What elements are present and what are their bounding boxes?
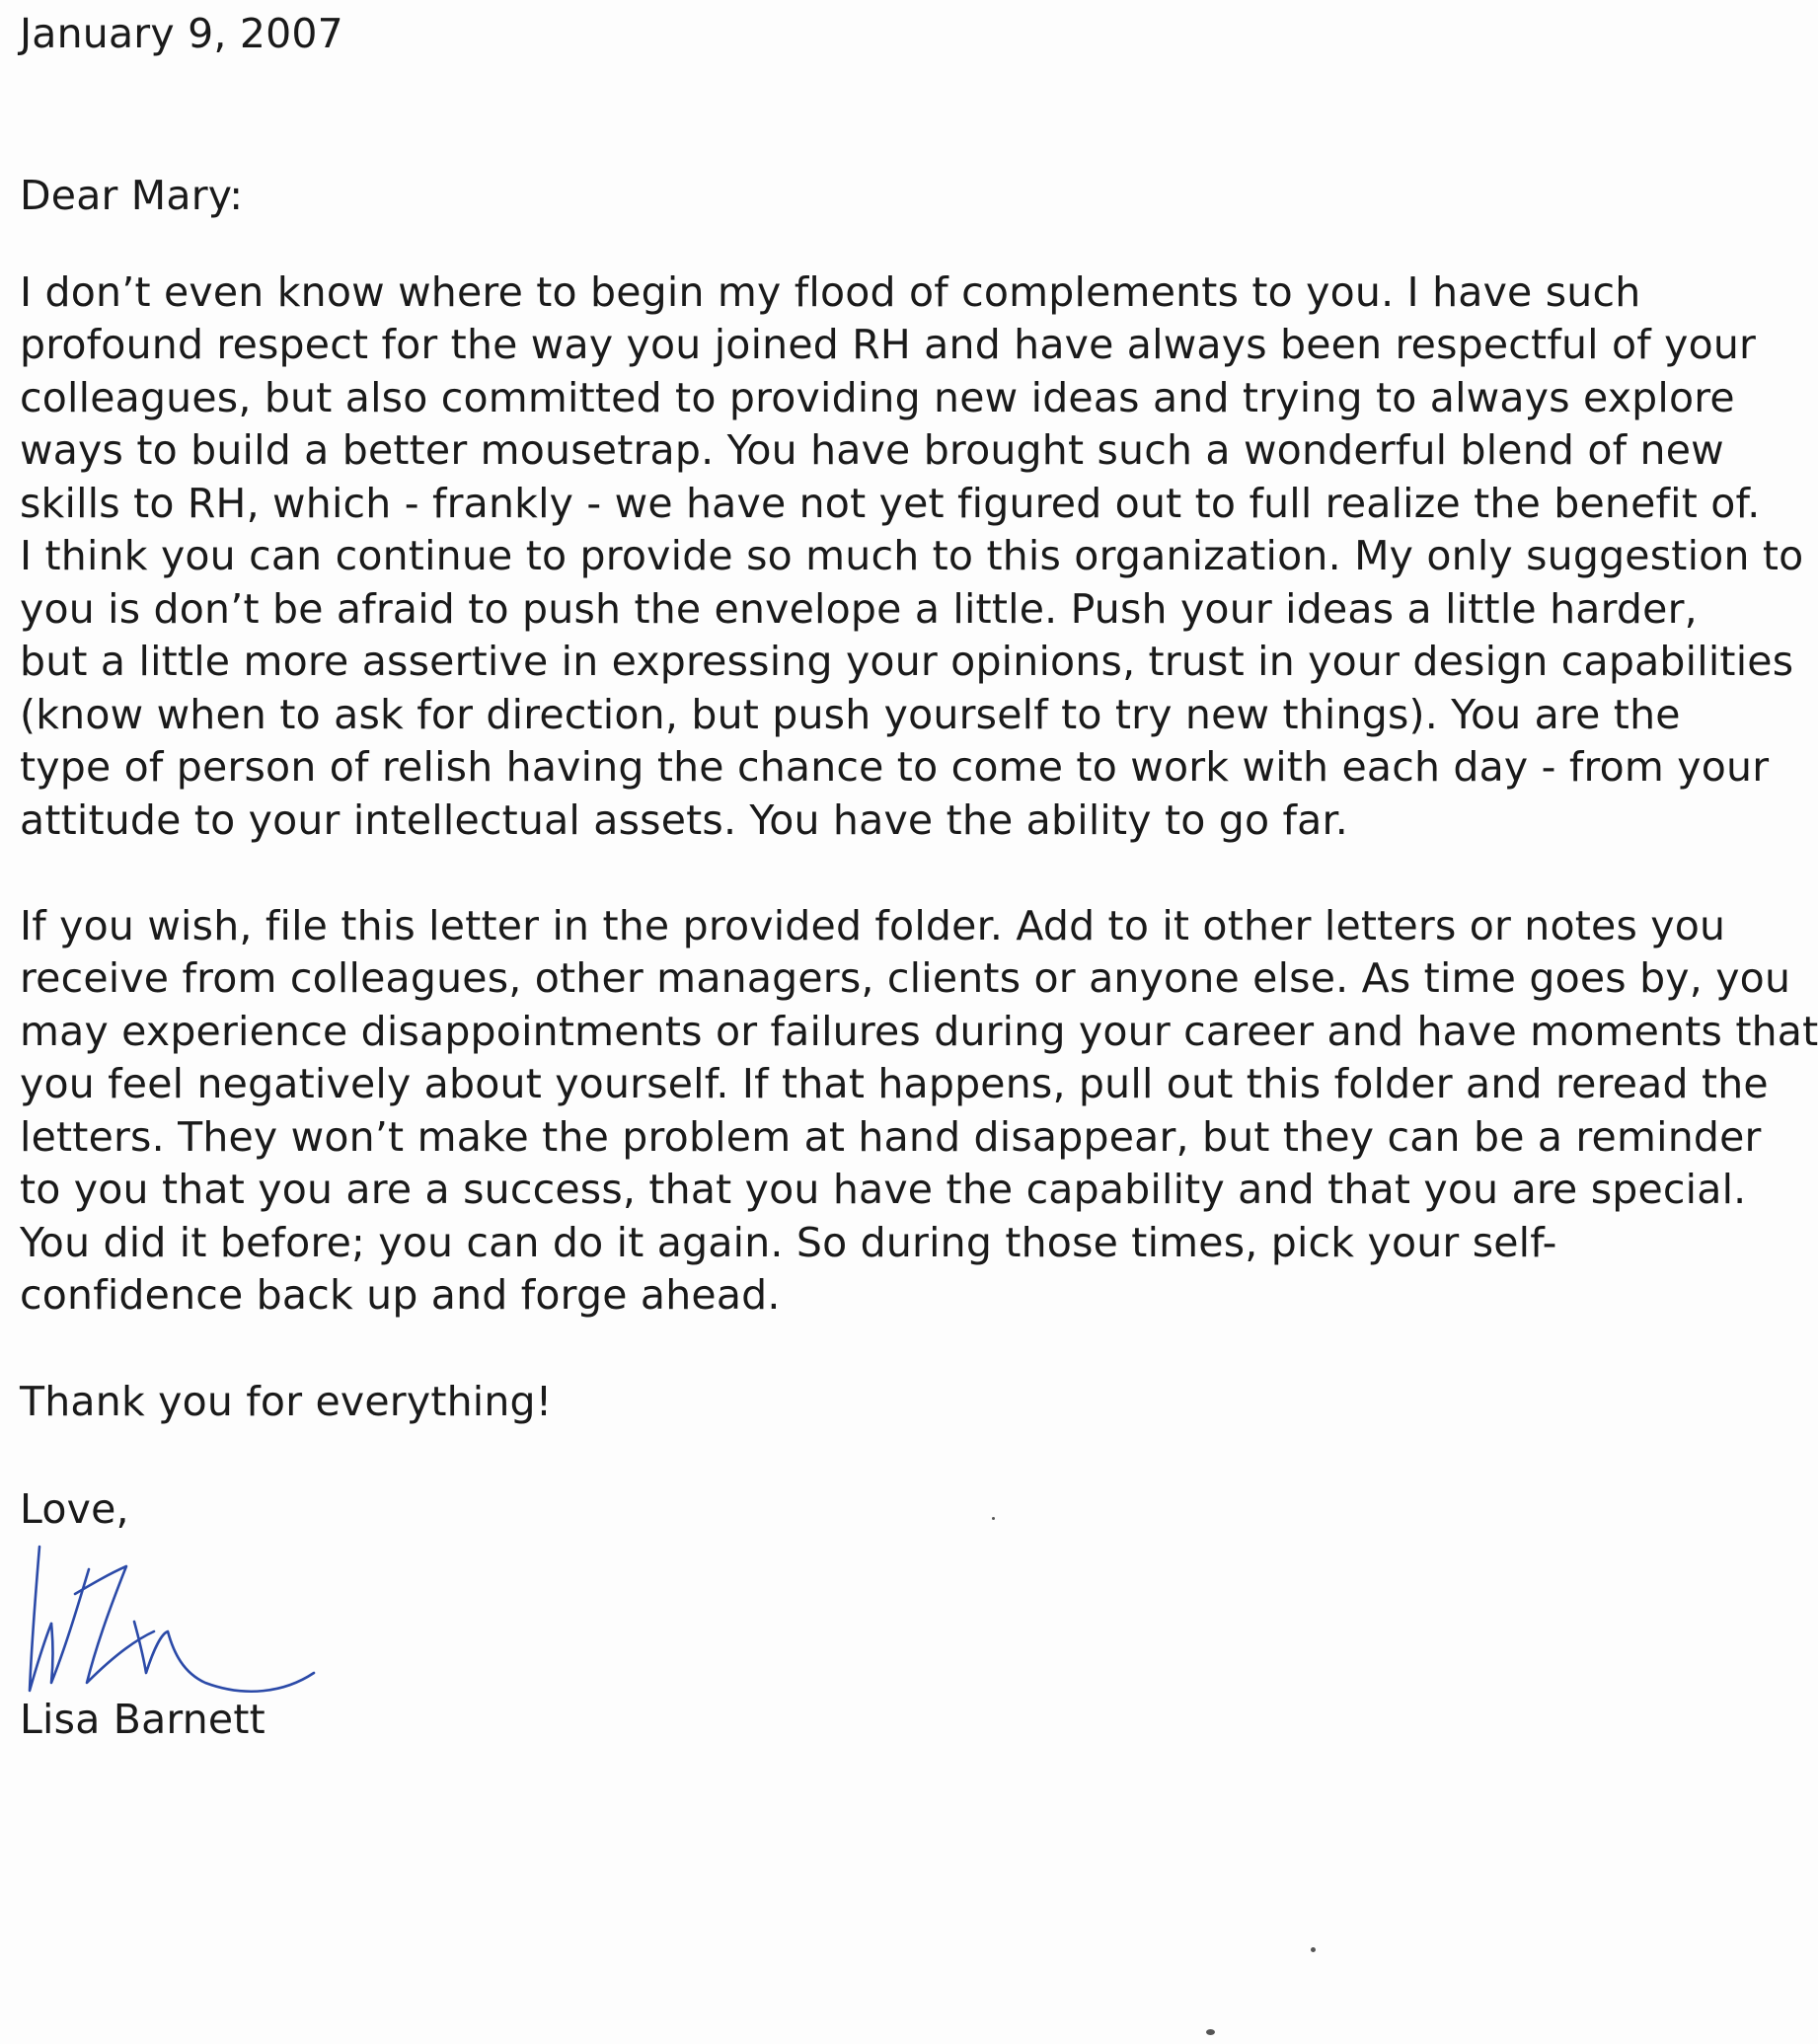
paragraph-line: may experience disappointments or failures during your career and have moments that [20, 1008, 1818, 1055]
letter-salutation: Dear Mary: [20, 172, 244, 219]
paragraph-line: I don’t even know where to begin my flood of complements to you. I have such [20, 268, 1641, 316]
paragraph-line: attitude to your intellectual assets. You have the ability to go far. [20, 796, 1348, 844]
paper-speck [1311, 1947, 1316, 1952]
paragraph-line: You did it before; you can do it again. So during those times, pick your self- [20, 1219, 1557, 1266]
paragraph-line: to you that you are a success, that you have the capability and that you are special. [20, 1166, 1747, 1213]
paragraph-line: If you wish, file this letter in the provided folder. Add to it other letters or notes you [20, 902, 1726, 949]
handwritten-signature [18, 1535, 324, 1703]
paragraph-line: ways to build a better mousetrap. You have brought such a wonderful blend of new [20, 426, 1724, 474]
paragraph-line: profound respect for the way you joined RH and have always been respectful of your [20, 321, 1757, 368]
paragraph-line: (know when to ask for direction, but push yourself to try new things). You are the [20, 691, 1681, 738]
paragraph-line: you feel negatively about yourself. If that happens, pull out this folder and reread the [20, 1060, 1769, 1107]
paper-speck [992, 1517, 995, 1520]
paragraph-line: letters. They won’t make the problem at hand disappear, but they can be a reminder [20, 1113, 1762, 1161]
letter-thanks: Thank you for everything! [20, 1378, 553, 1425]
paragraph-line: skills to RH, which - frankly - we have not yet figured out to full realize the benefit of. [20, 480, 1761, 527]
letter-date: January 9, 2007 [20, 10, 343, 57]
signature-strokes [30, 1547, 314, 1692]
letter-closing: Love, [20, 1485, 129, 1533]
paragraph-line: but a little more assertive in expressing your opinions, trust in your design capabilities [20, 638, 1794, 685]
paper-speck [1206, 2029, 1215, 2035]
paragraph-line: I think you can continue to provide so much to this organization. My only suggestion to [20, 532, 1804, 579]
paragraph-line: colleagues, but also committed to providing new ideas and trying to always explore [20, 374, 1735, 421]
signer-name: Lisa Barnett [20, 1696, 265, 1743]
paragraph-line: type of person of relish having the chance to come to work with each day - from your [20, 743, 1770, 791]
paragraph-line: confidence back up and forge ahead. [20, 1271, 781, 1319]
paragraph-line: you is don’t be afraid to push the envelope a little. Push your ideas a little harder, [20, 585, 1698, 633]
paragraph-line: receive from colleagues, other managers, clients or anyone else. As time goes by, you [20, 954, 1791, 1002]
